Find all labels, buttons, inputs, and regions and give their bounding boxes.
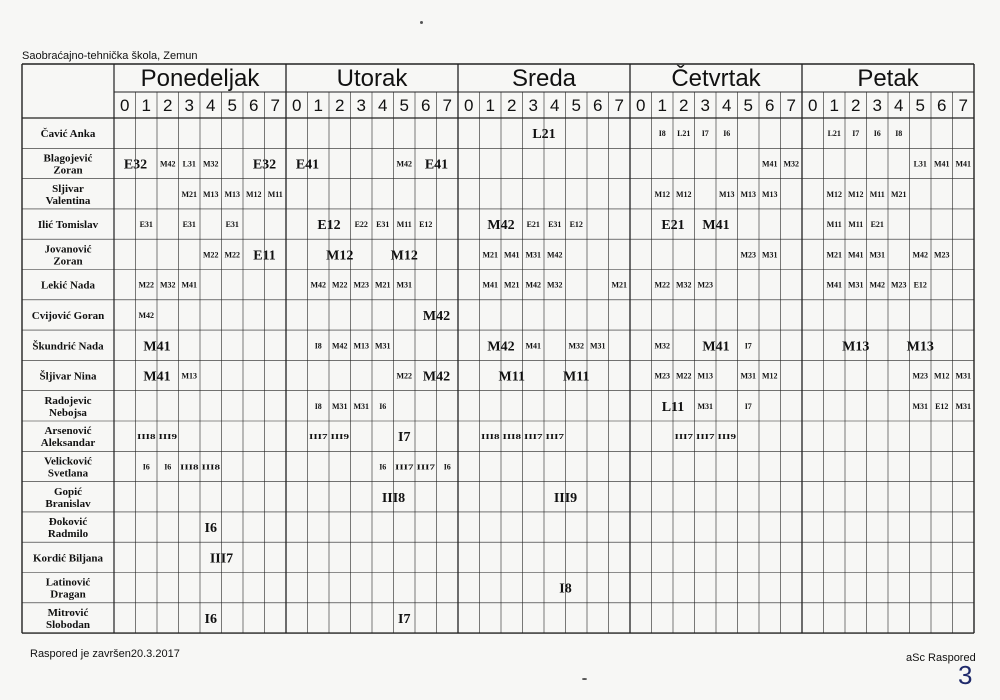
schedule-entry: E21 (526, 220, 540, 230)
schedule-entry: M23 (933, 250, 950, 260)
schedule-entry: E41 (295, 157, 320, 173)
schedule-entry: I8 (314, 401, 322, 411)
schedule-entry: I6 (142, 462, 150, 472)
schedule-entry: M42 (869, 280, 886, 290)
period-label: 2 (679, 96, 689, 115)
schedule-entry: M12 (761, 371, 778, 381)
schedule-entry: M22 (331, 280, 348, 290)
schedule-entry: M31 (589, 341, 606, 351)
schedule-entry: I6 (379, 401, 387, 411)
schedule-entry: M13 (906, 339, 934, 355)
period-label: 6 (937, 96, 947, 115)
period-label: 3 (356, 96, 366, 115)
schedule-entry: E12 (935, 401, 949, 411)
teacher-name: Šljivar Nina (39, 370, 97, 383)
schedule-entry: M42 (487, 218, 515, 234)
teacher-name: Sljivar (52, 182, 84, 195)
page-number: 3 (958, 660, 973, 690)
teacher-name: Arsenović (44, 425, 92, 438)
teacher-name: Dragan (50, 588, 86, 601)
schedule-entry: M23 (654, 371, 671, 381)
day-label: Sreda (511, 65, 577, 92)
schedule-entry: M42 (422, 369, 451, 385)
schedule-entry: M11 (563, 369, 590, 385)
schedule-entry: M41 (482, 280, 499, 290)
schedule-entry: I6 (379, 462, 387, 472)
schedule-entry: M12 (933, 371, 950, 381)
schedule-entry: M13 (353, 341, 370, 351)
schedule-entry: III8 (502, 432, 522, 442)
schedule-entry: M32 (159, 280, 176, 290)
schedule-entry: M41 (955, 159, 972, 169)
day-label: Utorak (336, 65, 408, 92)
schedule-entry: M12 (326, 248, 354, 264)
period-label: 4 (378, 96, 388, 115)
schedule-entry: III7 (545, 432, 565, 442)
schedule-entry: I7 (744, 401, 752, 411)
scan-speck (420, 21, 423, 24)
schedule-entry: L21 (532, 127, 556, 143)
period-label: 1 (657, 96, 667, 115)
period-label: 1 (141, 96, 151, 115)
day-label: Ponedeljak (140, 65, 260, 92)
teacher-name: Radojevic (44, 394, 92, 407)
schedule-entry: M13 (697, 371, 714, 381)
period-label: 2 (163, 96, 173, 115)
teacher-name: Aleksandar (40, 437, 96, 450)
schedule-entry: M22 (138, 280, 155, 290)
schedule-entry: M12 (826, 189, 843, 199)
period-label: 4 (722, 96, 732, 115)
schedule-entry: III7 (696, 432, 715, 442)
schedule-entry: III8 (201, 462, 221, 472)
schedule-entry: M41 (761, 159, 778, 169)
schedule-entry: I6 (204, 521, 217, 537)
schedule-entry: M21 (482, 250, 499, 260)
schedule-entry: M31 (697, 401, 714, 411)
schedule-entry: M12 (847, 189, 864, 199)
period-label: 0 (120, 96, 130, 115)
schedule-entry: M13 (718, 189, 735, 199)
schedule-entry: I8 (895, 129, 903, 139)
schedule-entry: M22 (396, 371, 413, 381)
schedule-entry: E12 (913, 280, 927, 290)
schedule-entry: E32 (123, 157, 148, 173)
schedule-entry: M11 (498, 369, 525, 385)
schedule-entry: M31 (331, 401, 348, 411)
schedule-entry: M32 (675, 280, 692, 290)
schedule-entry: M23 (353, 280, 370, 290)
teacher-name: Lekić Nada (40, 279, 96, 292)
teacher-name: Čavić Anka (40, 128, 96, 141)
schedule-entry: E12 (317, 218, 341, 234)
teacher-name: Velicković (44, 455, 92, 468)
period-label: 5 (227, 96, 237, 115)
schedule-entry: M31 (869, 250, 886, 260)
schedule-entry: L31 (913, 159, 927, 169)
schedule-entry: M13 (761, 189, 778, 199)
schedule-entry: M23 (697, 280, 714, 290)
schedule-entry: I7 (398, 430, 411, 446)
schedule-entry: M13 (224, 189, 241, 199)
period-label: 2 (335, 96, 345, 115)
schedule-entry: M31 (955, 371, 972, 381)
schedule-entry: M41 (847, 250, 864, 260)
schedule-entry: M11 (396, 220, 412, 230)
schedule-entry: M13 (181, 371, 198, 381)
period-label: 3 (528, 96, 538, 115)
period-label: 2 (507, 96, 517, 115)
schedule-entry: M31 (374, 341, 391, 351)
teacher-name: Nebojsa (49, 406, 87, 419)
period-label: 4 (894, 96, 904, 115)
schedule-entry: III9 (717, 432, 737, 442)
schedule-entry: M11 (848, 220, 864, 230)
schedule-entry: M41 (181, 280, 198, 290)
schedule-entry: M41 (503, 250, 520, 260)
schedule-entry: I8 (314, 341, 322, 351)
schedule-entry: M41 (143, 369, 171, 385)
schedule-entry: M31 (761, 250, 778, 260)
period-label: 7 (786, 96, 796, 115)
period-label: 7 (270, 96, 280, 115)
schedule-entry: M42 (310, 280, 327, 290)
schedule-entry: M13 (202, 189, 219, 199)
schedule-entry: E22 (354, 220, 368, 230)
schedule-entry: M22 (654, 280, 671, 290)
teacher-name: Gopić (53, 485, 83, 498)
period-label: 4 (206, 96, 216, 115)
schedule-entry: M22 (202, 250, 219, 260)
schedule-entry: M22 (224, 250, 241, 260)
schedule-entry: E21 (870, 220, 884, 230)
schedule-entry: M41 (702, 218, 730, 234)
schedule-entry: I6 (873, 129, 881, 139)
schedule-entry: L21 (677, 129, 691, 139)
schedule-entry: M42 (422, 308, 451, 324)
schedule-entry: I6 (164, 462, 172, 472)
schedule-entry: E32 (252, 157, 277, 173)
schedule-entry: M22 (675, 371, 692, 381)
teacher-name: Branislav (45, 497, 91, 510)
period-label: 7 (442, 96, 452, 115)
schedule-entry: III8 (381, 490, 406, 506)
schedule-entry: E12 (569, 220, 583, 230)
teacher-name: Cvijović Goran (31, 309, 105, 322)
schedule-entry: I7 (701, 129, 709, 139)
schedule-entry: III9 (158, 432, 178, 442)
schedule-entry: M31 (955, 401, 972, 411)
schedule-entry: M32 (546, 280, 563, 290)
period-label: 1 (485, 96, 495, 115)
schedule-entry: M41 (143, 339, 171, 355)
schedule-entry: M32 (654, 341, 671, 351)
schedule-entry: M42 (396, 159, 413, 169)
teacher-name: Valentina (45, 194, 91, 207)
teacher-name: Zoran (53, 164, 83, 177)
schedule-entry: M21 (374, 280, 391, 290)
period-label: 5 (743, 96, 753, 115)
schedule-entry: M32 (568, 341, 585, 351)
schedule-entry: M31 (740, 371, 757, 381)
schedule-entry: I8 (658, 129, 666, 139)
schedule-entry: M42 (159, 159, 176, 169)
schedule-entry: M42 (331, 341, 348, 351)
schedule-entry: M41 (702, 339, 730, 355)
period-label: 1 (313, 96, 323, 115)
schedule-entry: M41 (933, 159, 950, 169)
schedule-entry: M42 (546, 250, 563, 260)
schedule-entry: M41 (525, 341, 542, 351)
day-label: Petak (857, 65, 919, 92)
schedule-entry: M12 (675, 189, 692, 199)
schedule-entry: III7 (674, 432, 694, 442)
schedule-entry: M41 (826, 280, 843, 290)
schedule-entry: E31 (139, 220, 153, 230)
school-name: Saobraćajno-tehnička škola, Zemun (22, 50, 198, 62)
schedule-entry: M31 (847, 280, 864, 290)
schedule-entry: E31 (548, 220, 562, 230)
period-label: 4 (550, 96, 560, 115)
schedule-entry: M21 (890, 189, 907, 199)
period-label: 7 (614, 96, 624, 115)
period-label: 0 (292, 96, 302, 115)
schedule-entry: I7 (398, 611, 411, 627)
schedule-entry: M13 (740, 189, 757, 199)
period-label: 3 (184, 96, 194, 115)
schedule-entry: I7 (852, 129, 860, 139)
completion-note: Raspored je završen20.3.2017 (30, 648, 180, 660)
schedule-entry: M12 (654, 189, 671, 199)
teacher-name: Jovanović (44, 243, 92, 256)
brand-label: aSc Raspored (906, 652, 976, 664)
schedule-entry: M21 (826, 250, 843, 260)
schedule-entry: M31 (353, 401, 370, 411)
schedule-entry: M11 (869, 189, 885, 199)
period-label: 1 (829, 96, 839, 115)
teacher-name: Ilić Tomislav (37, 219, 99, 232)
teacher-name: Blagojević (43, 152, 93, 165)
period-label: 3 (700, 96, 710, 115)
schedule-entry: III8 (180, 462, 199, 472)
schedule-entry: III9 (553, 490, 578, 506)
schedule-entry: E31 (376, 220, 390, 230)
schedule-entry: I8 (559, 581, 572, 597)
period-label: 5 (571, 96, 581, 115)
schedule-entry: M42 (912, 250, 929, 260)
period-label: 2 (851, 96, 861, 115)
schedule-entry: L11 (661, 399, 685, 415)
teacher-name: Škundrić Nada (32, 340, 104, 353)
period-label: 0 (464, 96, 474, 115)
schedule-entry: M21 (611, 280, 628, 290)
period-label: 5 (399, 96, 409, 115)
period-label: 3 (872, 96, 882, 115)
period-label: 0 (636, 96, 646, 115)
teacher-name: Kordić Biljana (33, 552, 103, 565)
schedule-entry: III8 (137, 432, 156, 442)
period-label: 5 (915, 96, 925, 115)
schedule-entry: E12 (419, 220, 433, 230)
period-label: 6 (593, 96, 603, 115)
schedule-entry: M21 (503, 280, 520, 290)
schedule-entry: M23 (740, 250, 757, 260)
schedule-entry: M32 (783, 159, 800, 169)
schedule-entry: M32 (202, 159, 219, 169)
schedule-entry: E11 (253, 248, 276, 264)
schedule-entry: M12 (245, 189, 262, 199)
schedule-entry: I7 (744, 341, 752, 351)
teacher-name: Svetlana (47, 467, 89, 480)
period-label: 6 (421, 96, 431, 115)
teacher-name: Radmilo (47, 528, 89, 541)
schedule-entry: III7 (416, 462, 436, 472)
schedule-entry: M42 (487, 339, 515, 355)
period-label: 0 (808, 96, 818, 115)
schedule-entry: M31 (396, 280, 413, 290)
schedule-entry: III7 (209, 551, 234, 567)
schedule-entry: E41 (424, 157, 449, 173)
schedule-entry: L21 (827, 129, 841, 139)
schedule-entry: M11 (267, 189, 283, 199)
schedule-entry: III7 (309, 432, 328, 442)
period-label: 7 (958, 96, 968, 115)
schedule-entry: E31 (225, 220, 239, 230)
teacher-name: Zoran (53, 255, 83, 268)
schedule-entry: M23 (890, 280, 907, 290)
schedule-entry: M11 (826, 220, 842, 230)
period-label: 6 (765, 96, 775, 115)
schedule-entry: M42 (138, 310, 155, 320)
schedule-entry: M42 (525, 280, 542, 290)
schedule-entry: M13 (842, 339, 870, 355)
schedule-entry: III9 (330, 432, 350, 442)
scan-speck (582, 678, 587, 680)
teacher-name: Mitrović (47, 606, 89, 619)
schedule-entry: M23 (912, 371, 929, 381)
schedule-entry: E31 (182, 220, 196, 230)
schedule-entry: E21 (661, 218, 685, 234)
schedule-entry: L31 (182, 159, 196, 169)
schedule-entry: I6 (723, 129, 731, 139)
schedule-entry: I6 (443, 462, 451, 472)
schedule-entry: M21 (181, 189, 198, 199)
schedule-entry: M12 (390, 248, 418, 264)
schedule-entry: M31 (912, 401, 929, 411)
schedule-entry: I6 (204, 611, 217, 627)
teacher-name: Slobodan (45, 618, 91, 631)
schedule-entry: III8 (481, 432, 500, 442)
schedule-entry: III7 (524, 432, 543, 442)
schedule-entry: III7 (395, 462, 414, 472)
teacher-name: Đoković (48, 516, 88, 529)
day-label: Četvrtak (671, 65, 761, 92)
period-label: 6 (249, 96, 259, 115)
schedule-entry: M31 (525, 250, 542, 260)
teacher-name: Latinović (45, 576, 91, 589)
